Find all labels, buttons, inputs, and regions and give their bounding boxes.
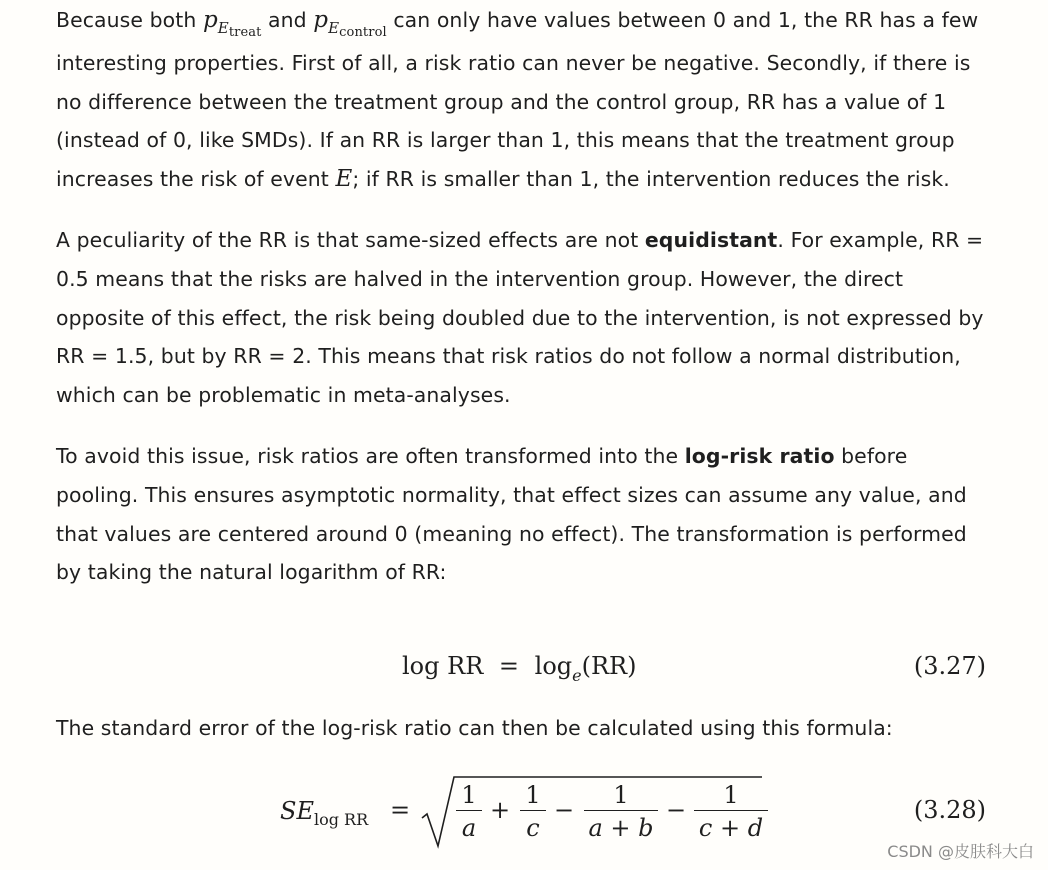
paragraph-log-risk-ratio (56, 437, 986, 592)
text: To avoid this issue, risk ratios are often transformed into the (56, 443, 685, 468)
paragraph-rr-properties (56, 0, 986, 199)
operator-plus: + (490, 796, 511, 824)
text: A peculiarity of the RR is that same-sized effects are not (56, 227, 645, 252)
term-log-risk-ratio: log-risk ratio (684, 443, 835, 468)
eq-log: log (534, 652, 573, 680)
paragraph-equidistant (56, 221, 986, 415)
equation-number: (3.27) (913, 652, 986, 680)
math-p-e-treat: $p_{Etreat}$ (202, 7, 262, 40)
text: Because both (56, 8, 203, 32)
eq-lhs: log RR (402, 652, 484, 680)
text: can only have values between 0 and 1, the RR has a few interesting properties. First of all, a risk ratio can never be negative. Secondly, if there is no difference between the treatment group and the control group, RR has a value of 1 (instead of 0, like SMDs). If an RR is larger than 1, this means that the treatment group increases the risk of event (56, 8, 979, 192)
equation-number: (3.28) (913, 796, 986, 824)
article-content (56, 0, 986, 842)
text: ; if RR is smaller than 1, the intervention reduces the risk. (352, 167, 950, 192)
fraction-1-over-c: 1 c (520, 780, 546, 843)
term-equidistant: equidistant (644, 227, 778, 252)
fraction-1-over-a: 1 a (456, 780, 482, 843)
eq-lhs: $SE_{log RR}$ (280, 797, 369, 829)
fraction-1-over-a-plus-b: 1 a + b (584, 780, 658, 843)
eq-sign: = (498, 652, 520, 680)
operator-minus: − (666, 796, 687, 824)
fraction-1-over-c-plus-d: 1 c + d (694, 780, 768, 843)
csdn-watermark: CSDN @皮肤科大白 (887, 842, 1034, 861)
text: before pooling. This ensures asymptotic normality, that effect sizes can assume any value, and that values are centered around 0 (meaning no effect). The transformation is performed by taking the natural logarithm of RR: (56, 443, 967, 585)
math-event-e: E (335, 166, 353, 193)
paragraph-standard-error: The standard error of the log-risk ratio can then be calculated using this formula: (56, 716, 893, 740)
equation-3-27 (56, 648, 986, 690)
math-p-e-control: $p_{Econtrol}$ (313, 7, 387, 40)
text: . For example, RR = 0.5 means that the risks are halved in the intervention group. However, the direct opposite of this effect, the risk being doubled due to the intervention, is not expressed by RR = 1.5, but by RR = 2. This means that risk ratios do not follow a normal distribution, which can be problematic in meta-analyses. (56, 227, 984, 408)
eq-log-base: e (572, 666, 582, 685)
text: and (261, 8, 314, 32)
eq-lhs-subscript: log RR (313, 810, 369, 829)
operator-minus: − (554, 796, 575, 824)
equation-3-28 (56, 772, 986, 852)
eq-sign: = (390, 796, 411, 824)
eq-arg: (RR) (581, 652, 637, 680)
equation-body (402, 652, 637, 685)
